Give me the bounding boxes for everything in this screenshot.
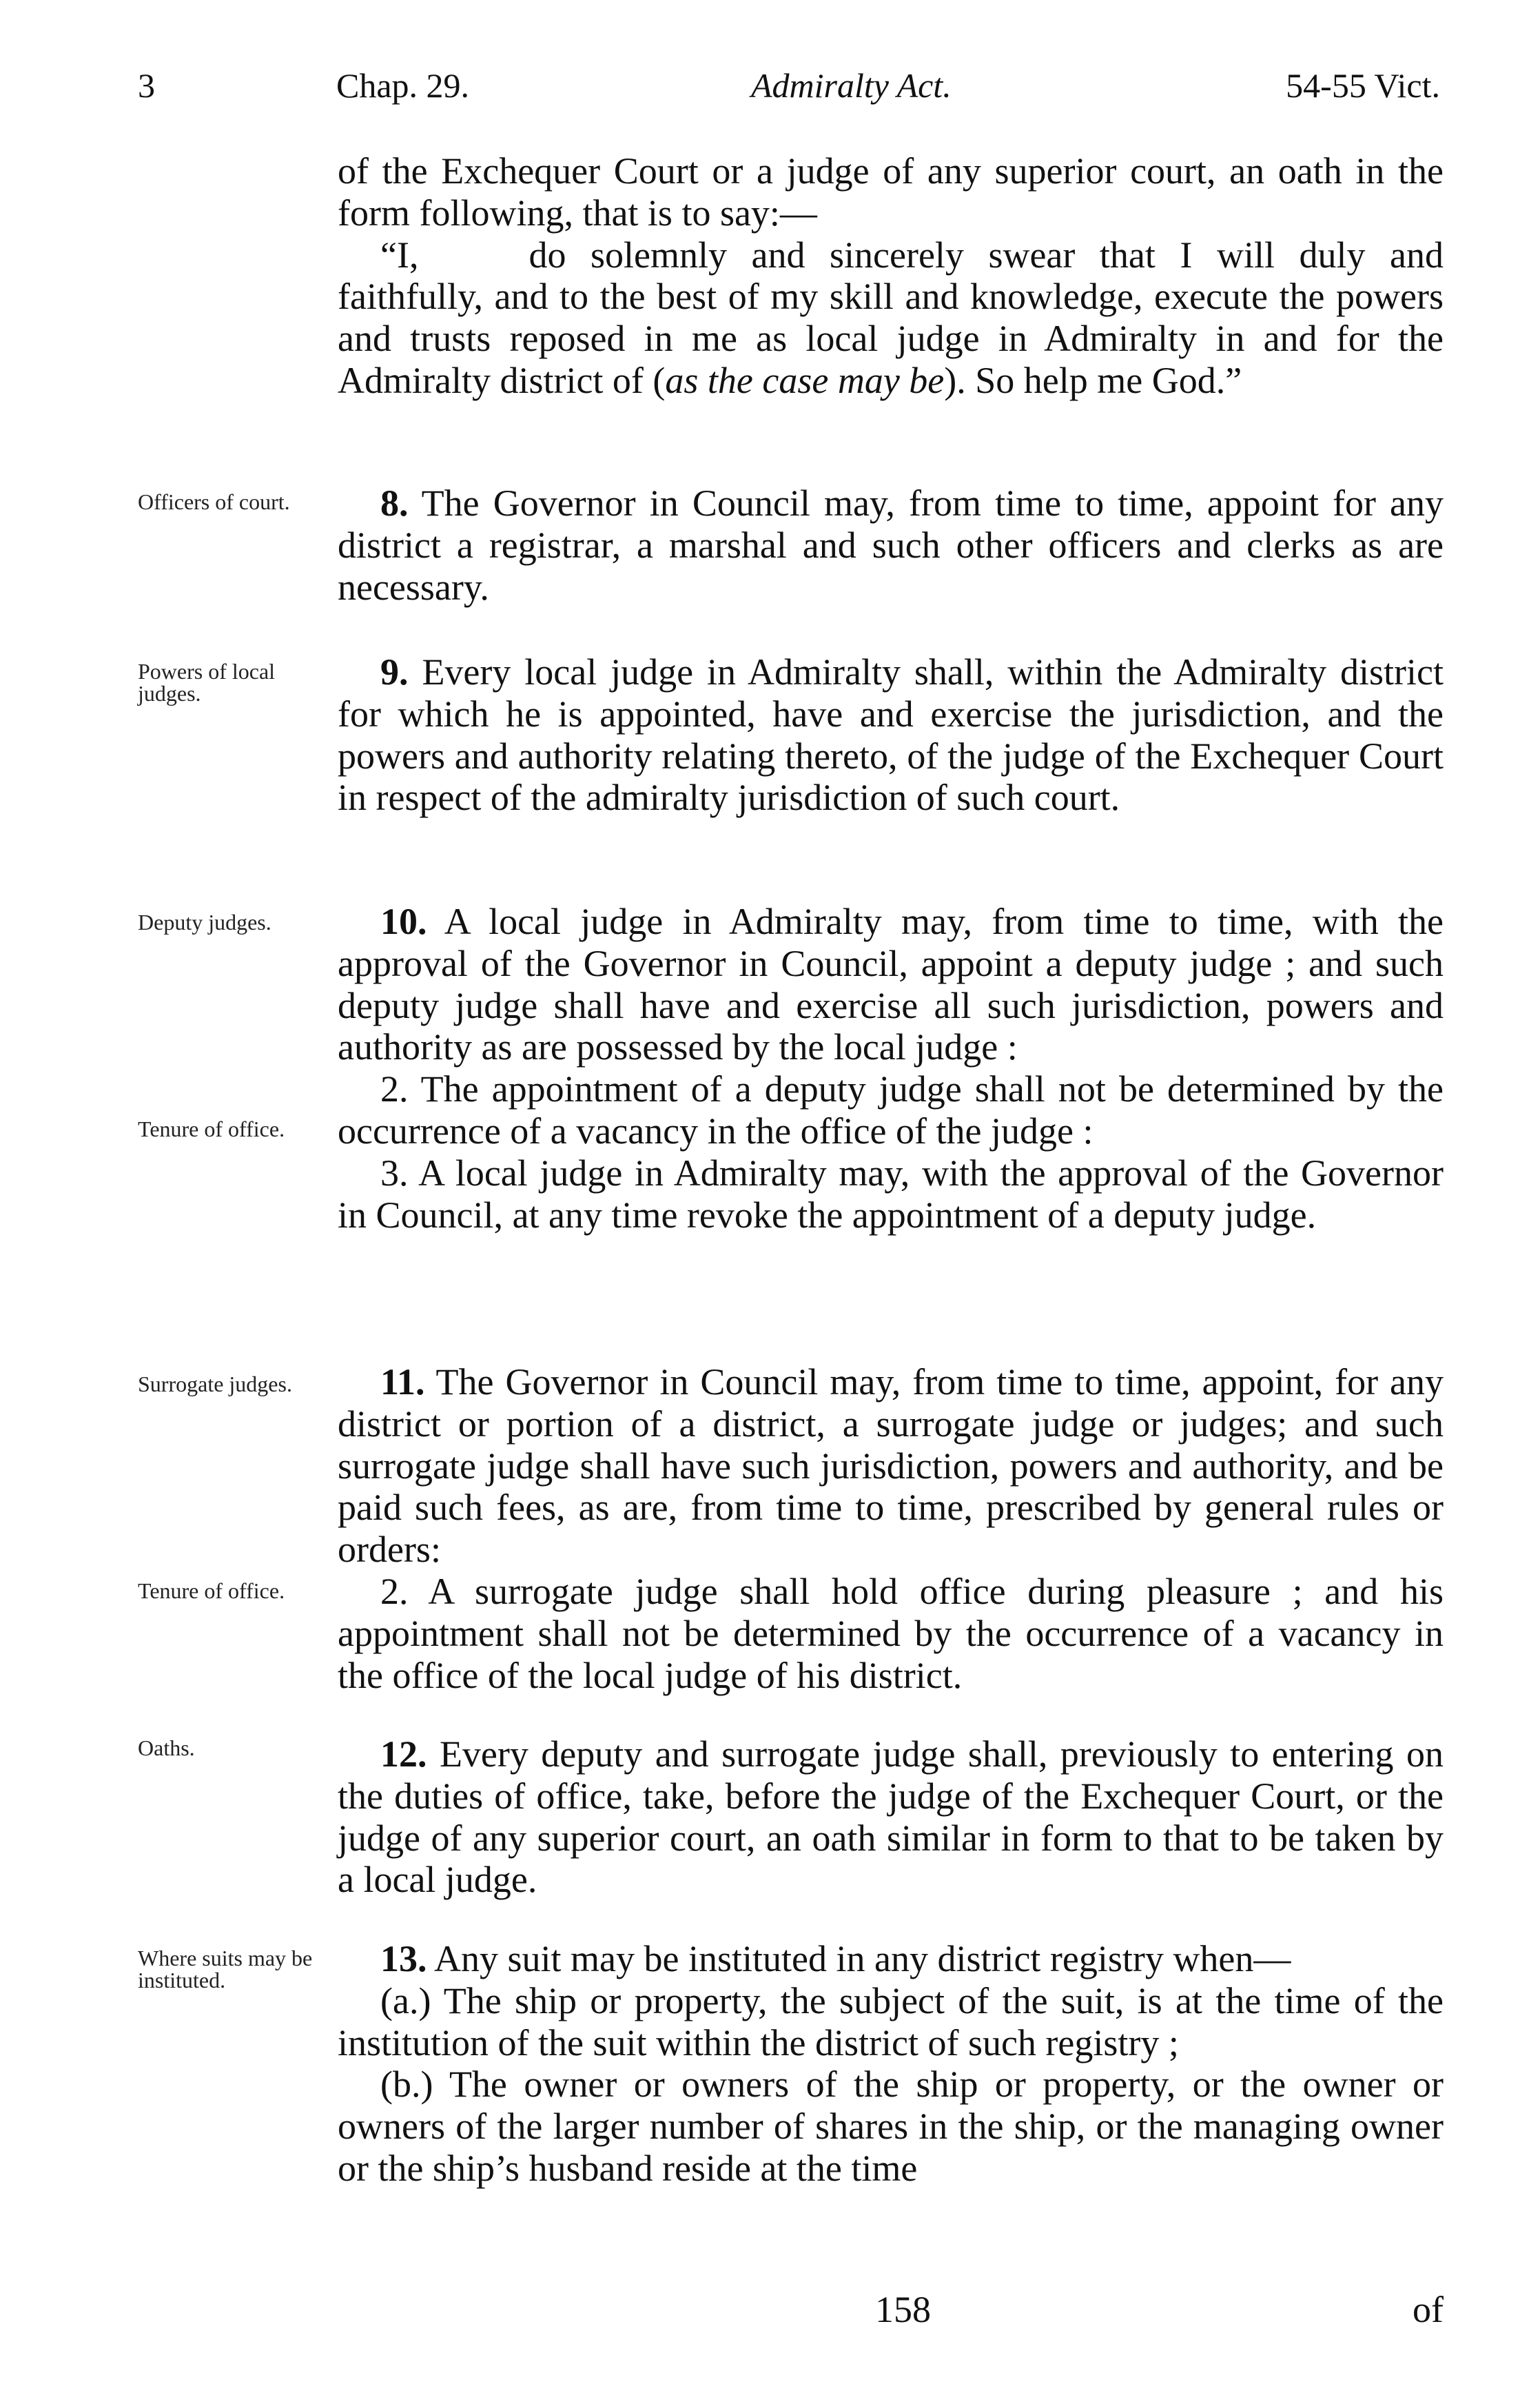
act-title: Admiralty Act. bbox=[751, 66, 952, 105]
section-text: Every local judge in Admiralty shall, within the Admiralty district for which he is appointed, have and exercise the jurisdiction, and the powers and authority relating thereto, of the judge of the Exchequer Court in respect of the admiralty jurisdiction of such court. bbox=[338, 651, 1444, 819]
clause-13-a: (a.) The ship or property, the subject of the suit, is at the time of the institution of the suit within the district of such registry ; bbox=[338, 1979, 1444, 2063]
margin-note-tenure-2: Tenure of office. bbox=[138, 1578, 285, 1603]
section-10 bbox=[338, 901, 1444, 1236]
running-header bbox=[138, 65, 1440, 114]
section-number: 13. bbox=[380, 1938, 427, 1979]
clause-13-b: (b.) The owner or owners of the ship or property, or the owner or owners of the larger number of shares in the ship, or the managing owner or the ship’s husband reside at the time bbox=[338, 2063, 1444, 2189]
section-8 bbox=[338, 482, 1444, 608]
section-number: 11. bbox=[380, 1361, 425, 1403]
section-11 bbox=[338, 1361, 1444, 1696]
section-number: 12. bbox=[380, 1733, 427, 1775]
section-9 bbox=[338, 651, 1444, 819]
catchword: of bbox=[1413, 2289, 1444, 2330]
oath-opening: “I, bbox=[380, 234, 419, 276]
section-text: Every deputy and surrogate judge shall, previously to entering on the duties of office, take, before the judge of the Exchequer Court, or the judge of any superior court, an oath similar in form to that to be taken by a local judge. bbox=[338, 1733, 1444, 1901]
margin-note-surrogate: Surrogate judges. bbox=[138, 1372, 292, 1396]
continued-paragraph: of the Exchequer Court or a judge of any superior court, an oath in the form following, that is to say:— bbox=[338, 150, 1444, 234]
subsection-10-2: 2. The appointment of a deputy judge shall not be determined by the occurrence of a vacancy in the office of the judge : bbox=[338, 1068, 1444, 1152]
section-text: Any suit may be instituted in any district registry when— bbox=[434, 1938, 1291, 1979]
page-footer bbox=[338, 2288, 1444, 2331]
folio-number: 158 bbox=[875, 2289, 931, 2330]
section-number: 9. bbox=[380, 651, 409, 693]
page-number: 3 bbox=[138, 66, 155, 105]
margin-note-officers: Officers of court. bbox=[138, 489, 290, 514]
section-13 bbox=[338, 1938, 1444, 2190]
section-12 bbox=[338, 1733, 1444, 1901]
margin-note-powers: Powers of local judges. bbox=[138, 659, 276, 706]
oath-text bbox=[338, 234, 1444, 402]
section-text: The Governor in Council may, from time to time, appoint, for any district or portion of a district, a surrogate judge or judges; and such surrogate judge shall have such jurisdiction, powers and authority, and be paid such fees, as are, from time to time, prescribed by general rules or orders: bbox=[338, 1361, 1444, 1571]
chapter-label: Chap. 29. bbox=[336, 66, 470, 105]
margin-note-tenure-1: Tenure of office. bbox=[138, 1117, 285, 1141]
subsection-11-2: 2. A surrogate judge shall hold office during pleasure ; and his appointment shall not be determined by the occurrence of a vacancy in the office of the local judge of his district. bbox=[338, 1570, 1444, 1696]
regnal-year: 54-55 Vict. bbox=[1286, 66, 1440, 105]
margin-note-where-suits: Where suits may be instituted. bbox=[138, 1946, 313, 1993]
oath-body: do solemnly and sincerely swear that I will duly and faithfully, and to the best of my skill and knowledge, execute the powers and trusts reposed in me as local judge in Admiralty in and for the Admiralty district of ( bbox=[338, 234, 1444, 401]
section-text: A local judge in Admiralty may, from time to time, with the approval of the Governor in Council, appoint a deputy judge ; and such deputy judge shall have and exercise all such jurisdiction, powers and authority as are possessed by the local judge : bbox=[338, 901, 1444, 1068]
margin-note-oaths: Oaths. bbox=[138, 1735, 195, 1760]
oath-closing: ). So help me God.” bbox=[944, 359, 1242, 401]
oath-italic-phrase: as the case may be bbox=[665, 359, 945, 401]
subsection-10-3: 3. A local judge in Admiralty may, with the approval of the Governor in Council, at any time revoke the appointment of a deputy judge. bbox=[338, 1152, 1444, 1236]
margin-note-deputy: Deputy judges. bbox=[138, 910, 271, 935]
section-number: 10. bbox=[380, 901, 427, 942]
section-number: 8. bbox=[380, 482, 409, 524]
section-text: The Governor in Council may, from time to time, appoint for any district a registrar, a marshal and such other officers and clerks as are necessary. bbox=[338, 482, 1444, 608]
oath-block bbox=[338, 150, 1444, 402]
